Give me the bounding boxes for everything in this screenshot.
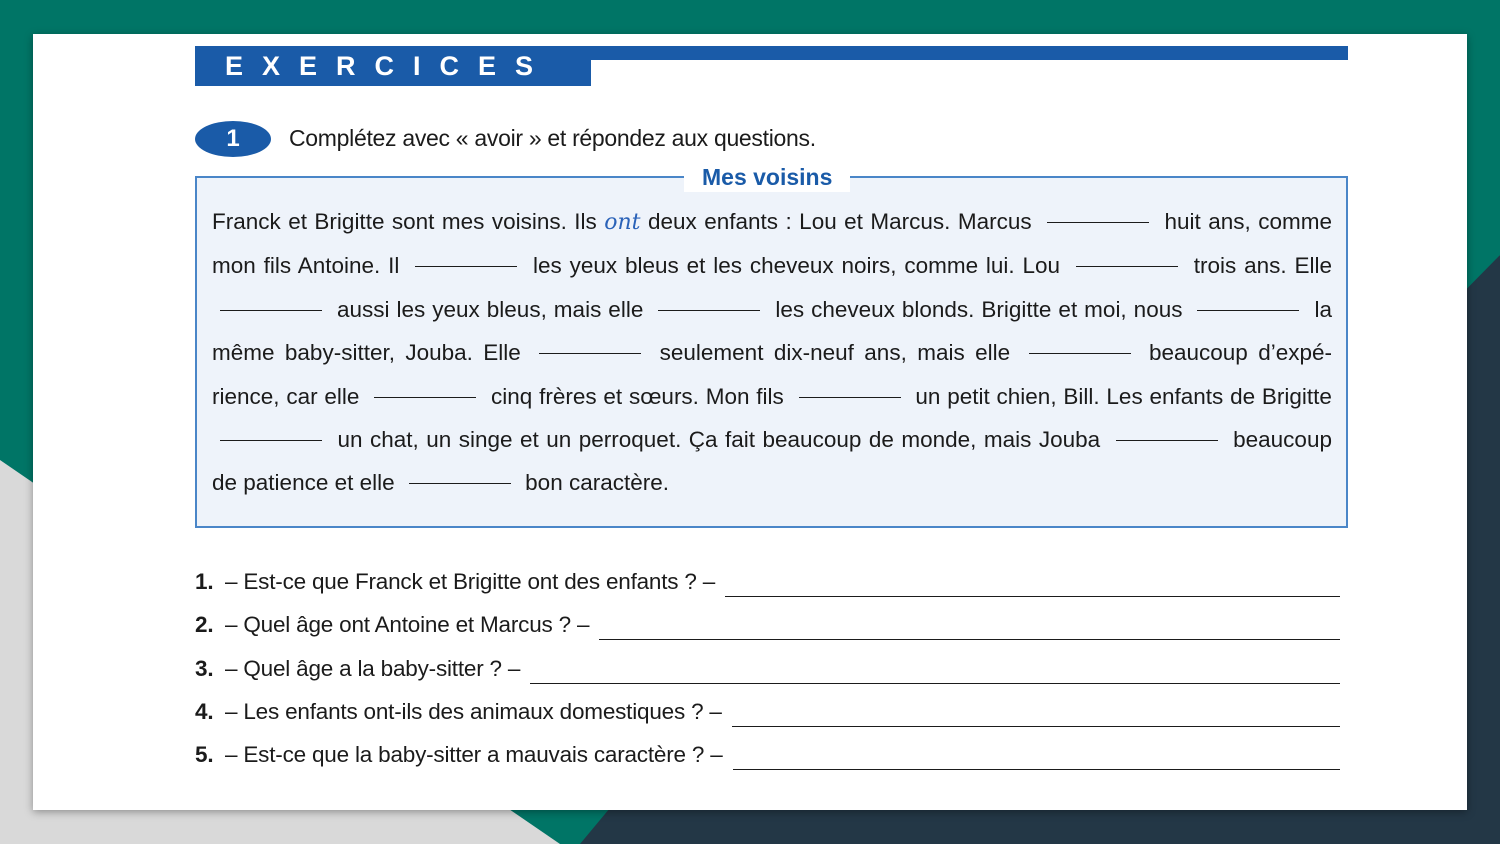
blank-4[interactable] bbox=[220, 309, 322, 311]
blank-1[interactable] bbox=[1047, 221, 1149, 223]
text-segment: un petit chien, Bill. Les enfants de Brigitte bbox=[915, 383, 1332, 409]
exercise-instruction: Complétez avec « avoir » et répondez aux questions. bbox=[289, 125, 816, 151]
question-list bbox=[195, 569, 1340, 785]
text-segment: cinq frères et sœurs. Mon fils bbox=[491, 383, 784, 409]
question-text: – Les enfants ont-ils des animaux domestiques ? – bbox=[225, 698, 722, 724]
blank-2[interactable] bbox=[415, 265, 517, 267]
text-segment: les cheveux blonds. Brigitte et moi, nous bbox=[775, 296, 1183, 322]
blank-6[interactable] bbox=[1197, 309, 1299, 311]
question-text: – Quel âge a la baby-sitter ? – bbox=[225, 655, 521, 681]
answer-line[interactable] bbox=[732, 725, 1340, 727]
blank-7[interactable] bbox=[539, 352, 641, 354]
text-segment: Franck et Brigitte sont mes voisins. Ils bbox=[212, 209, 605, 234]
box-title: Mes voisins bbox=[684, 162, 850, 192]
exercise-page bbox=[33, 34, 1467, 810]
exercises-header bbox=[195, 46, 1348, 88]
blank-11[interactable] bbox=[220, 439, 322, 441]
blank-12[interactable] bbox=[1116, 439, 1218, 441]
question-text: – Est-ce que Franck et Brigitte ont des enfants ? – bbox=[225, 569, 716, 594]
answer-line[interactable] bbox=[599, 638, 1340, 640]
text-segment: deux enfants : Lou et Marcus. Marcus bbox=[640, 209, 1032, 234]
text-segment: beaucoup d’expérience, car elle bbox=[212, 340, 1332, 409]
text-segment: les yeux bleus et les cheveux noirs, comme lui. Lou bbox=[533, 253, 1061, 279]
question-item bbox=[195, 699, 1340, 742]
blank-10[interactable] bbox=[799, 396, 901, 398]
fill-in-paragraph bbox=[212, 200, 1332, 505]
text-segment: bon caractère. bbox=[525, 470, 670, 496]
answer-line[interactable] bbox=[530, 682, 1340, 684]
question-number: 3. bbox=[195, 655, 214, 681]
question-number: 2. bbox=[195, 612, 214, 638]
text-segment: la même baby-sitter, Jouba. Elle bbox=[212, 296, 1332, 366]
question-item bbox=[195, 569, 1340, 612]
header-rule bbox=[591, 46, 1348, 60]
blank-5[interactable] bbox=[658, 309, 760, 311]
exercise-number-badge: 1 bbox=[195, 121, 271, 157]
answer-line[interactable] bbox=[725, 595, 1340, 597]
question-number: 4. bbox=[195, 698, 214, 724]
blank-3[interactable] bbox=[1076, 265, 1178, 267]
text-segment: trois ans. Elle bbox=[1193, 253, 1332, 279]
question-number: 1. bbox=[195, 569, 214, 594]
text-segment: aussi les yeux bleus, mais elle bbox=[337, 296, 644, 322]
question-item bbox=[195, 656, 1340, 699]
text-segment: beaucoup de patience et elle bbox=[212, 427, 1332, 496]
text-segment: un chat, un singe et un perroquet. Ça fait beaucoup de monde, mais Jouba bbox=[337, 427, 1101, 453]
text-segment: huit ans, comme mon fils Antoine. Il bbox=[212, 209, 1332, 279]
answer-line[interactable] bbox=[733, 768, 1340, 770]
question-item bbox=[195, 742, 1340, 785]
question-text: – Est-ce que la baby-sitter a mauvais caractère ? – bbox=[225, 742, 723, 768]
blank-8[interactable] bbox=[1029, 352, 1131, 354]
question-text: – Quel âge ont Antoine et Marcus ? – bbox=[225, 612, 590, 638]
exercises-header-title: EXERCICES bbox=[195, 46, 591, 86]
question-number: 5. bbox=[195, 742, 214, 768]
sample-answer: ont bbox=[604, 210, 641, 235]
question-item bbox=[195, 612, 1340, 655]
blank-13[interactable] bbox=[409, 482, 511, 484]
fill-in-text-box bbox=[195, 164, 1348, 528]
text-segment: seulement dix-neuf ans, mais elle bbox=[659, 340, 1011, 366]
blank-9[interactable] bbox=[374, 396, 476, 398]
